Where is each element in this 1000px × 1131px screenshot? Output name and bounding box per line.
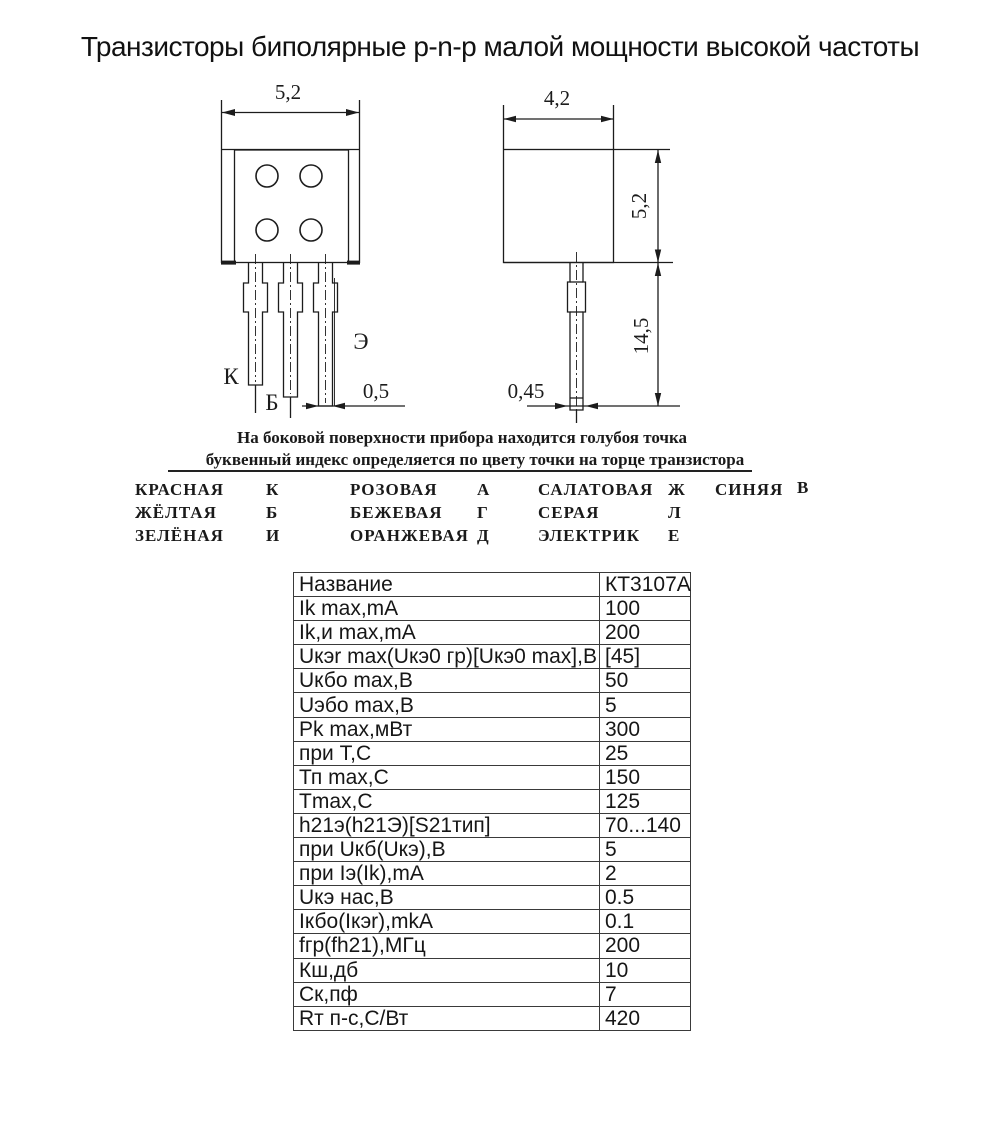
color-letter: К [266,480,280,499]
table-row [294,669,691,693]
color-name: КРАСНАЯ [135,480,225,499]
dim-side-body-height-label: 5,2 [627,192,651,220]
spec-param: Кш,дб [294,958,600,982]
table-row [294,813,691,837]
table-row [294,862,691,886]
table-row [294,693,691,717]
spec-value: 150 [600,765,691,789]
table-row [294,645,691,669]
dim-front-lead-thickness-label: 0,5 [362,379,390,403]
spec-value: 25 [600,741,691,765]
color-name: ЖЁЛТАЯ [135,503,217,522]
dim-side-width-label: 4,2 [543,86,571,110]
color-name: СЕРАЯ [538,503,600,522]
color-name: БЕЖЕВАЯ [350,503,443,522]
spec-value: 10 [600,958,691,982]
spec-value: 200 [600,621,691,645]
spec-param: h21э(h21Э)[S21тип] [294,813,600,837]
table-row [294,789,691,813]
color-letter: Л [668,503,682,522]
spec-value: 300 [600,717,691,741]
table-row [294,765,691,789]
table-row [294,982,691,1006]
color-name: СИНЯЯ [715,480,784,499]
spec-param: Название [294,573,600,597]
table-row [294,886,691,910]
spec-value: 5 [600,693,691,717]
color-letter: Д [477,526,490,545]
table-row [294,717,691,741]
spec-value: 125 [600,789,691,813]
color-letter: Е [668,526,681,545]
lead-label-collector: К [223,364,239,389]
color-name: ЭЛЕКТРИК [538,526,641,545]
color-name: РОЗОВАЯ [350,480,438,499]
spec-value: 200 [600,934,691,958]
color-letter: Г [477,503,489,522]
spec-param: Uэбо max,В [294,693,600,717]
lead-label-emitter: Э [353,329,369,354]
spec-param: Тп max,С [294,765,600,789]
spec-param: Uкэr max(Uкэ0 гр)[Uкэ0 max],В [294,645,600,669]
spec-value: 100 [600,597,691,621]
dim-front-width-label: 5,2 [274,80,302,104]
side-view-drawing [504,105,681,423]
color-letter: И [266,526,281,545]
divider-rule [168,470,752,472]
package-drawings [0,0,1000,430]
spec-value: 7 [600,982,691,1006]
spec-param: Ск,пф [294,982,600,1006]
table-row [294,934,691,958]
table-row [294,1006,691,1030]
spec-param: Rт п-с,С/Вт [294,1006,600,1030]
color-name: ОРАНЖЕВАЯ [350,526,469,545]
spec-value: 0.1 [600,910,691,934]
spec-value: [45] [600,645,691,669]
color-letter: Б [266,503,279,522]
spec-param: Tmax,С [294,789,600,813]
table-row [294,597,691,621]
table-row [294,958,691,982]
spec-param: Ik max,mA [294,597,600,621]
spec-param: Uкбо max,В [294,669,600,693]
color-letter: А [477,480,491,499]
spec-param: при Iэ(Ik),mA [294,862,600,886]
spec-param: Pk max,мВт [294,717,600,741]
table-row [294,838,691,862]
table-row [294,621,691,645]
color-letter: В [797,478,810,497]
spec-param: Iкбо(Iкэr),mkA [294,910,600,934]
table-row [294,741,691,765]
note-line-1: На боковой поверхности прибора находится голубоя точка [236,428,688,447]
spec-value: 420 [600,1006,691,1030]
page-title: Транзисторы биполярные p-n-p малой мощности высокой частоты [80,31,920,62]
front-view-drawing [221,100,405,418]
spec-param: при Uкб(Uкэ),В [294,838,600,862]
spec-param: Uкэ нас,В [294,886,600,910]
table-row [294,573,691,597]
spec-param: fгр(fh21),МГц [294,934,600,958]
spec-param: Ik,и max,mA [294,621,600,645]
dim-side-lead-thickness-label: 0,45 [507,379,545,403]
dim-side-lead-length-label: 14,5 [629,317,653,355]
color-name: САЛАТОВАЯ [538,480,654,499]
spec-value: 0.5 [600,886,691,910]
spec-param: при Т,С [294,741,600,765]
table-row [294,910,691,934]
spec-value: 2 [600,862,691,886]
color-letter: Ж [668,480,686,499]
spec-value: 70...140 [600,813,691,837]
spec-value: КТ3107А [600,573,691,597]
spec-table [293,572,691,1031]
color-name: ЗЕЛЁНАЯ [135,526,224,545]
lead-label-base: Б [265,390,279,415]
spec-value: 50 [600,669,691,693]
spec-value: 5 [600,838,691,862]
note-line-2: буквенный индекс определяется по цвету точки на торце транзистора [205,450,745,469]
